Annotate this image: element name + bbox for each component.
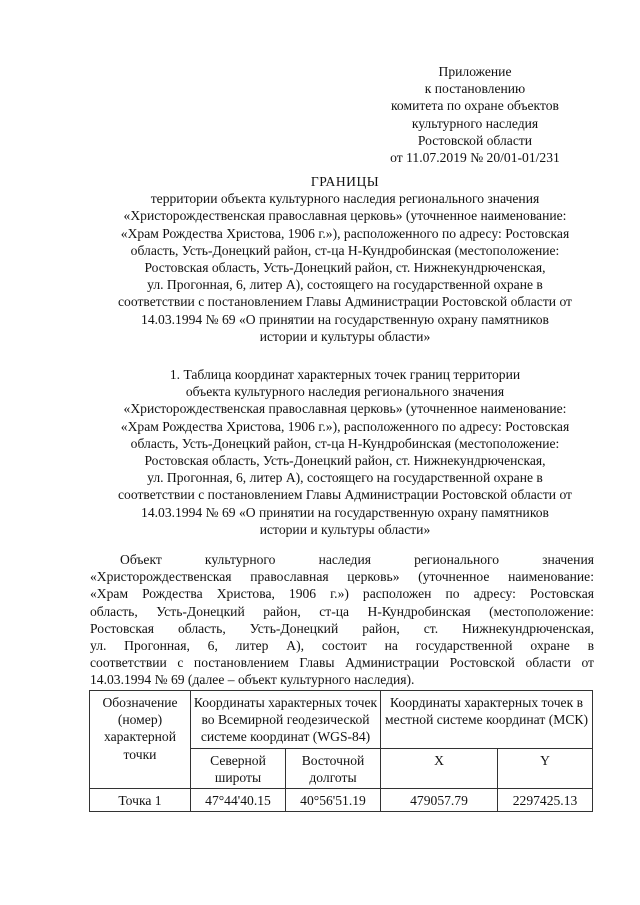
section-line: Ростовская область, Усть-Донецкий район, ст. Нижнекундрюченская, [144, 453, 546, 469]
paragraph-line: ул. Прогонная, 6, литер А), состоит на государственной охране в [90, 638, 594, 654]
subheader-x: X [381, 748, 498, 788]
section-line: область, Усть-Донецкий район, ст-ца Н-Кундробинская (местоположение: [130, 435, 560, 451]
heading-line: соответствии с постановлением Главы Администрации Ростовской области от [118, 294, 572, 310]
document-heading [60, 173, 630, 345]
section-line: соответствии с постановлением Главы Администрации Ростовской области от [118, 487, 572, 503]
section-line: «Христорождественская православная церковь» (уточненное наименование: [123, 401, 567, 417]
appendix-line: к постановлению [424, 81, 526, 97]
section-line: объекта культурного наследия регионального значения [185, 384, 505, 400]
section-line: 1. Таблица координат характерных точек границ территории [169, 367, 521, 382]
appendix-block [360, 63, 590, 166]
cell-point: Точка 1 [90, 789, 191, 812]
body-paragraph [90, 551, 594, 689]
heading-line: ул. Прогонная, 6, литер А), состоящего на государственной охране в [147, 277, 543, 293]
section-line: «Храм Рождества Христова, 1906 г.»), расположенного по адресу: Ростовская [120, 418, 570, 434]
document-title: ГРАНИЦЫ [310, 174, 380, 189]
heading-line: область, Усть-Донецкий район, ст-ца Н-Кундробинская (местоположение: [130, 242, 560, 258]
heading-line: «Храм Рождества Христова, 1906 г.»), расположенного по адресу: Ростовская [120, 225, 570, 241]
coordinates-table [89, 690, 593, 812]
cell-x: 479057.79 [381, 789, 498, 812]
cell-longitude: 40°56'51.19 [286, 789, 381, 812]
subheader-y: Y [498, 748, 593, 788]
heading-line: истории и культуры области» [259, 328, 431, 344]
paragraph-line: 14.03.1994 № 69 (далее – объект культурного наследия). [90, 672, 415, 688]
paragraph-line: Ростовская область, Усть-Донецкий район, ст. Нижнекундрюченская, [90, 620, 594, 636]
paragraph-line: «Христорождественская православная церковь» (уточненное наименование: [90, 569, 594, 585]
cell-y: 2297425.13 [498, 789, 593, 812]
appendix-line: от 11.07.2019 № 20/01-01/231 [390, 150, 560, 166]
paragraph-line: «Храм Рождества Христова, 1906 г.») расположен по адресу: Ростовская [90, 586, 594, 602]
heading-line: 14.03.1994 № 69 «О принятии на государственную охрану памятников [141, 311, 549, 327]
appendix-line: культурного наследия [411, 115, 539, 131]
table-header-row [90, 691, 593, 749]
subheader-east-longitude: Восточной долготы [286, 748, 381, 788]
paragraph-line: Объект культурного наследия регионального значения [120, 552, 594, 567]
cell-latitude: 47°44'40.15 [191, 789, 286, 812]
appendix-line: Ростовской области [417, 132, 533, 148]
paragraph-line: область, Усть-Донецкий район, ст-ца Н-Кундробинская (местоположение: [90, 603, 594, 619]
header-msk: Координаты характерных точек в местной системе координат (МСК) [381, 691, 593, 749]
paragraph-line: соответствии с постановлением Главы Администрации Ростовской области от [90, 655, 594, 671]
appendix-line: комитета по охране объектов [391, 98, 559, 114]
section-heading [60, 366, 630, 538]
subheader-north-latitude: Северной широты [191, 748, 286, 788]
section-line: истории и культуры области» [259, 521, 431, 537]
table-row [90, 789, 593, 812]
section-line: ул. Прогонная, 6, литер А), состоящего на государственной охране в [147, 470, 543, 486]
heading-line: «Христорождественская православная церковь» (уточненное наименование: [123, 208, 567, 224]
header-wgs84: Координаты характерных точек во Всемирной геодезической системе координат (WGS-84) [191, 691, 381, 749]
appendix-line: Приложение [438, 64, 512, 79]
section-line: 14.03.1994 № 69 «О принятии на государственную охрану памятников [141, 504, 549, 520]
heading-line: Ростовская область, Усть-Донецкий район, ст. Нижнекундрюченская, [144, 260, 546, 276]
heading-line: территории объекта культурного наследия регионального значения [150, 191, 540, 207]
header-designation: Обозначение (номер) характерной точки [90, 691, 191, 789]
